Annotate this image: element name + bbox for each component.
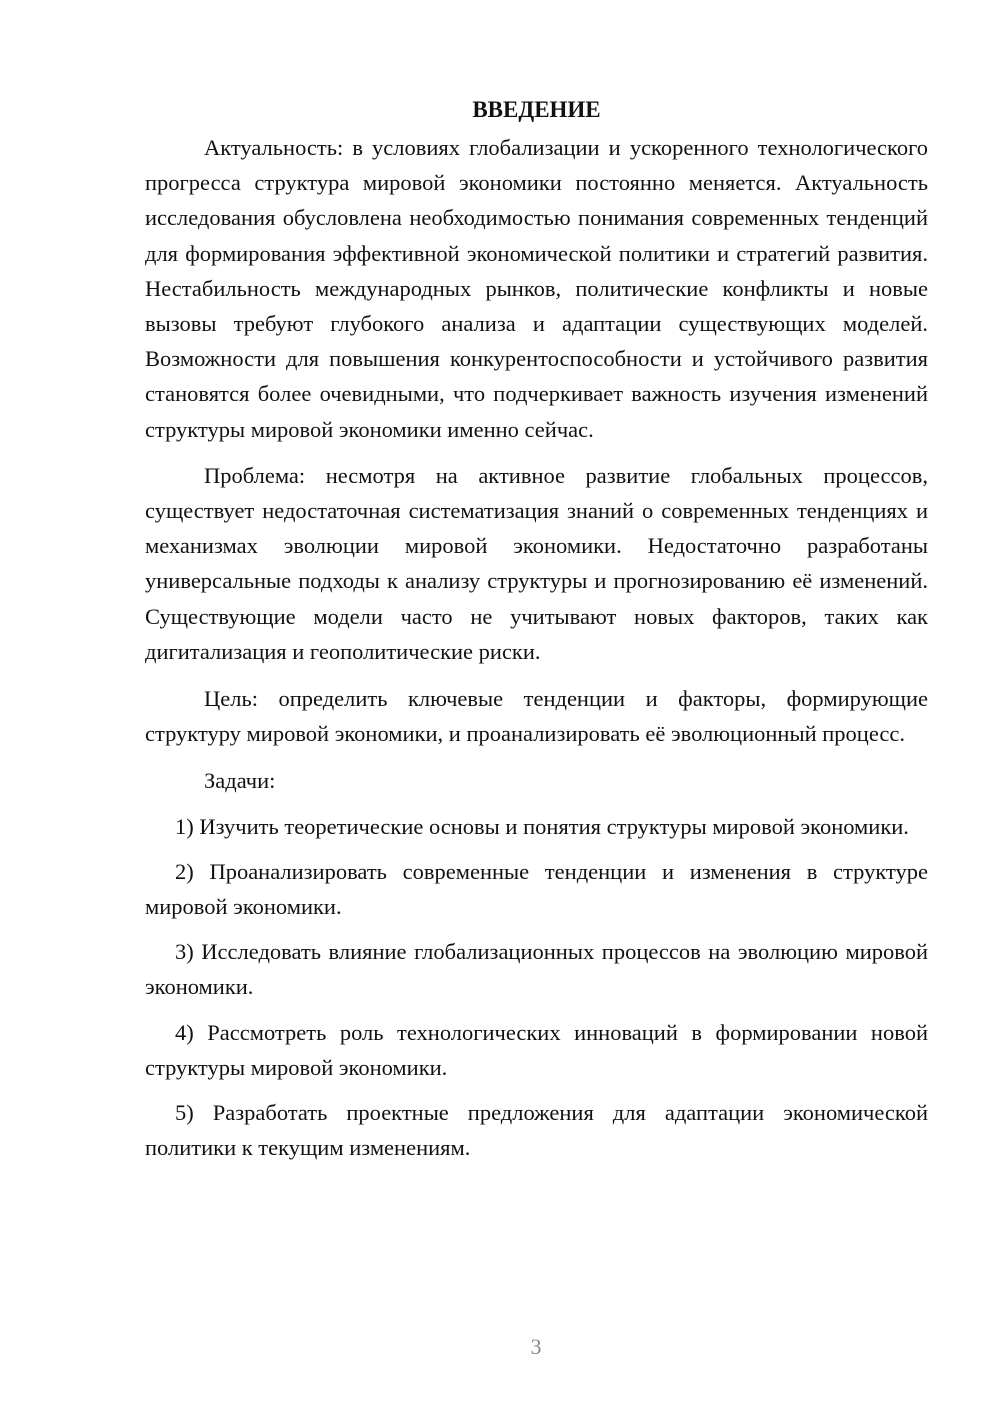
- paragraph-relevance: Актуальность: в условиях глобализации и ускоренного технологического прогресса структура мировой экономики постоянно меняется. Актуальность исследования обусловлена необходимостью понимания современных тенденций для формирования эффективной экономической политики и стратегий развития. Нестабильность международных рынков, политические конфликты и новые вызовы требуют глубокого анализа и адаптации существующих моделей. Возможности для повышения конкурентоспособности и устойчивого развития становятся более очевидными, что подчеркивает важность изучения изменений структуры мировой экономики именно сейчас.: [145, 135, 928, 442]
- tasks-label: Задачи:: [204, 768, 276, 794]
- paragraph-goal: Цель: определить ключевые тенденции и факторы, формирующие структуру мировой экономики, и проанализировать её эволюционный процесс.: [145, 686, 928, 747]
- task-item: 4) Рассмотреть роль технологических инноваций в формировании новой структуры мировой экономики.: [145, 1019, 928, 1080]
- page-title: ВВЕДЕНИЕ: [472, 97, 601, 122]
- task-item: 3) Исследовать влияние глобализационных процессов на эволюцию мировой экономики.: [145, 939, 928, 1000]
- task-item: 1) Изучить теоретические основы и понятия структуры мировой экономики.: [175, 813, 909, 839]
- task-item: 2) Проанализировать современные тенденции и изменения в структуре мировой экономики.: [145, 858, 928, 920]
- paragraph-problem: Проблема: несмотря на активное развитие глобальных процессов, существует недостаточная систематизация знаний о современных тенденциях и механизмах эволюции мировой экономики. Недостаточно разработаны универсальные подходы к анализу структуры и прогнозированию её изменений. Существующие модели часто не учитывают новых факторов, таких как дигитализация и геополитические риски.: [145, 462, 928, 664]
- page-number: 3: [530, 1334, 542, 1359]
- document-page: [145, 95, 928, 1165]
- task-item: 5) Разработать проектные предложения для адаптации экономической политики к текущим изменениям.: [145, 1100, 928, 1161]
